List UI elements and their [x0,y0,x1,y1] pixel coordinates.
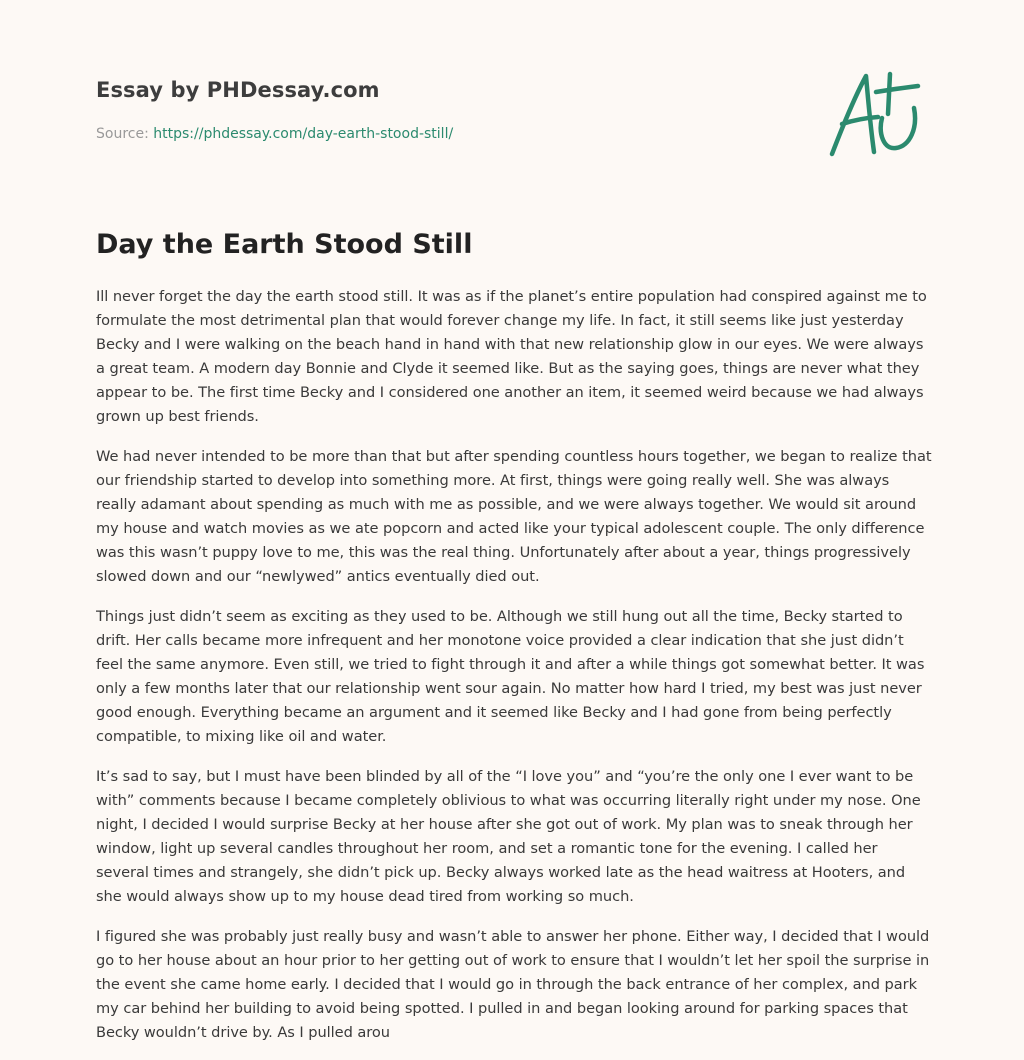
source-link[interactable]: https://phdessay.com/day-earth-stood-still/ [153,126,454,142]
essay-title: Day the Earth Stood Still [96,229,473,260]
a-plus-grade-logo-icon [824,68,928,164]
essay-paragraph: It’s sad to say, but I must have been blinded by all of the “I love you” and “you’re the only one I ever want to be with” comments because I became completely oblivious to what was occurring literally right under my nose. One night, I decided I would surprise Becky at her house after she got out of work. My plan was to sneak through her window, light up several candles throughout her room, and set a romantic tone for the evening. I called her several times and strangely, she didn’t pick up. Becky always worked late as the head waitress at Hooters, and she would always show up to my house dead tired from working so much. [96,768,921,905]
essay-header [96,76,928,166]
source-line [96,124,453,144]
essay-paragraph: Things just didn’t seem as exciting as they used to be. Although we still hung out all the time, Becky started to drift. Her calls became more infrequent and her monotone voice provided a clear indication that she just didn’t feel the same anymore. Even still, we tried to fight through it and after a while things got somewhat better. It was only a few months later that our relationship went sour again. No matter how hard I tried, my best was just never good enough. Everything became an argument and it seemed like Becky and I had gone from being perfectly compatible, to mixing like oil and water. [96,608,925,745]
essay-body [96,285,932,1055]
essay-paragraph: I figured she was probably just really busy and wasn’t able to answer her phone. Either way, I decided that I would go to her house about an hour prior to her getting out of work to ensure that I wouldn’t let her spoil the surprise in the event she came home early. I decided that I would go in through the back entrance of her complex, and park my car behind her building to avoid being spotted. I pulled in and began looking around for parking spaces that Becky wouldn’t drive by. As I pulled arou [96,928,930,1041]
source-label: Source: [96,126,149,142]
site-brand: Essay by PHDessay.com [96,78,380,102]
essay-paragraph: We had never intended to be more than that but after spending countless hours together, we began to realize that our friendship started to develop into something more. At first, things were going really well. She was always really adamant about spending as much with me as possible, and we were always together. We would sit around my house and watch movies as we ate popcorn and acted like your typical adolescent couple. The only difference was this wasn’t puppy love to me, this was the real thing. Unfortunately after about a year, things progressively slowed down and our “newlywed” antics eventually died out. [96,448,932,585]
essay-paragraph: Ill never forget the day the earth stood still. It was as if the planet’s entire population had conspired against me to formulate the most detrimental plan that would forever change my life. In fact, it still seems like just yesterday Becky and I were walking on the beach hand in hand with that new relationship glow in our eyes. We were always a great team. A modern day Bonnie and Clyde it seemed like. But as the saying goes, things are never what they appear to be. The first time Becky and I considered one another an item, it seemed weird because we had always grown up best friends. [96,288,927,425]
